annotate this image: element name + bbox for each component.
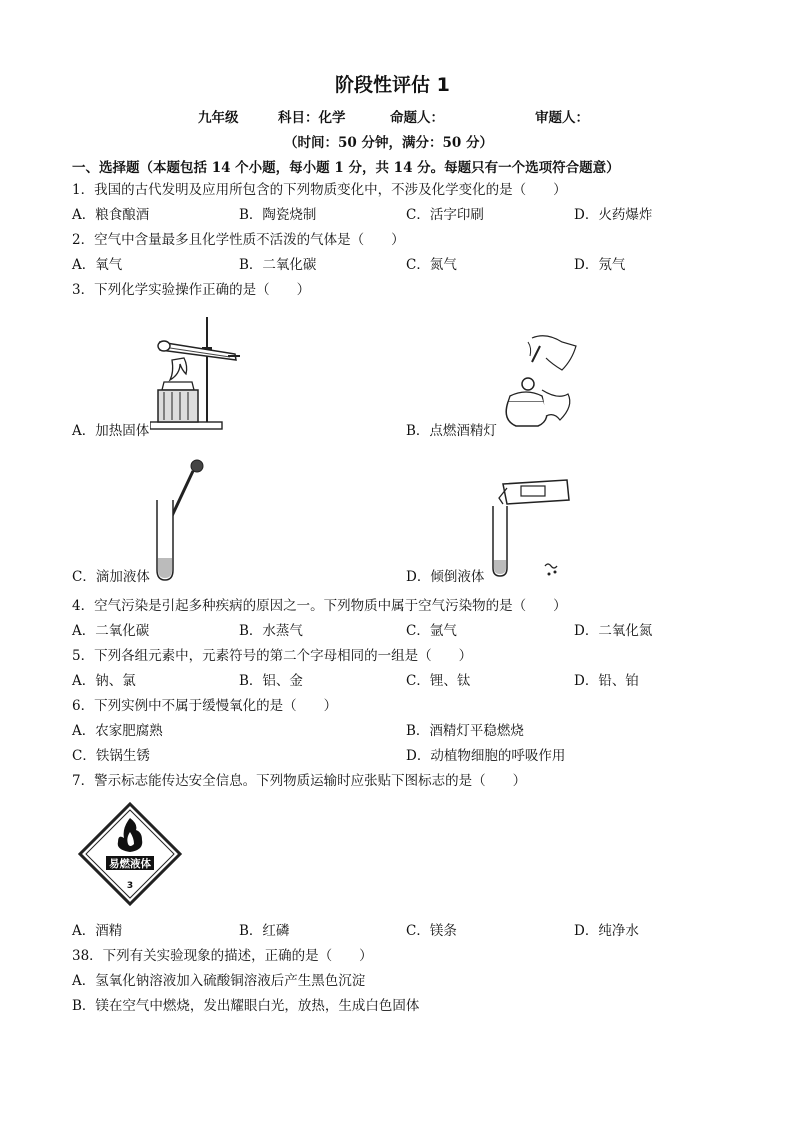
q7-option-a: A．酒精 bbox=[72, 923, 123, 939]
q7-option-c: C．镁条 bbox=[406, 923, 457, 939]
q5-option-a: A．钠、氯 bbox=[72, 673, 136, 689]
pouring-liquid-figure bbox=[487, 478, 582, 583]
q1-option-b: B．陶瓷烧制 bbox=[239, 207, 317, 223]
sign-text: 易燃液体 bbox=[109, 858, 151, 870]
q2-option-b: B．二氧化碳 bbox=[239, 257, 317, 273]
q3-option-c: C．滴加液体 bbox=[72, 569, 150, 585]
q8-option-b: B．镁在空气中燃烧，发出耀眼白光，放热，生成白色固体 bbox=[72, 998, 420, 1014]
q6-option-c: C．铁锅生锈 bbox=[72, 748, 150, 764]
q2-option-d: D．氖气 bbox=[574, 257, 626, 273]
q1-option-a: A．粮食酿酒 bbox=[72, 207, 150, 223]
q7-option-b: B．红磷 bbox=[239, 923, 290, 939]
flammable-liquid-sign bbox=[78, 802, 182, 906]
q2-option-c: C．氮气 bbox=[406, 257, 457, 273]
q3-option-b: B．点燃酒精灯 bbox=[406, 423, 497, 439]
subject-label: 科目：化学 bbox=[278, 110, 346, 126]
section-heading: 一、选择题（本题包括 14 个小题，每小题 1 分，共 14 分。每题只有一个选项符合题意） bbox=[72, 160, 620, 176]
q4-option-a: A．二氧化碳 bbox=[72, 623, 150, 639]
time-info: （时间：50 分钟，满分：50 分） bbox=[284, 135, 493, 151]
q1-option-c: C．活字印刷 bbox=[406, 207, 484, 223]
q1-stem: 1．我国的古代发明及应用所包含的下列物质变化中，不涉及化学变化的是（ ） bbox=[72, 182, 567, 198]
q4-option-b: B．水蒸气 bbox=[239, 623, 303, 639]
q2-option-a: A．氧气 bbox=[72, 257, 123, 273]
heating-solid-figure bbox=[150, 312, 250, 432]
grade-label: 九年级 bbox=[198, 110, 239, 126]
q2-stem: 2．空气中含量最多且化学性质不活泼的气体是（ ） bbox=[72, 232, 405, 248]
q6-stem: 6．下列实例中不属于缓慢氧化的是（ ） bbox=[72, 698, 338, 714]
q6-option-a: A．农家肥腐熟 bbox=[72, 723, 163, 739]
q7-stem: 7．警示标志能传达安全信息。下列物质运输时应张贴下图标志的是（ ） bbox=[72, 773, 527, 789]
lighting-alcohol-lamp-figure bbox=[502, 330, 582, 430]
q4-option-d: D．二氧化氮 bbox=[574, 623, 653, 639]
sign-class-number: 3 bbox=[126, 881, 134, 891]
q7-option-d: D．纯净水 bbox=[574, 923, 639, 939]
q3-stem: 3．下列化学实验操作正确的是（ ） bbox=[72, 282, 311, 298]
q5-option-c: C．锂、钛 bbox=[406, 673, 471, 689]
setter-label: 命题人： bbox=[390, 110, 444, 126]
q5-stem: 5．下列各组元素中，元素符号的第二个字母相同的一组是（ ） bbox=[72, 648, 473, 664]
q8-stem: 38．下列有关实验现象的描述，正确的是（ ） bbox=[72, 948, 373, 964]
page-title: 阶段性评估 1 bbox=[335, 74, 450, 96]
q4-stem: 4．空气污染是引起多种疾病的原因之一。下列物质中属于空气污染物的是（ ） bbox=[72, 598, 567, 614]
q3-option-a: A．加热固体 bbox=[72, 423, 150, 439]
q6-option-b: B．酒精灯平稳燃烧 bbox=[406, 723, 524, 739]
q5-option-d: D．铅、铂 bbox=[574, 673, 639, 689]
q3-option-d: D．倾倒液体 bbox=[406, 569, 485, 585]
q1-option-d: D．火药爆炸 bbox=[574, 207, 653, 223]
q4-option-c: C．氩气 bbox=[406, 623, 457, 639]
reviewer-label: 审题人： bbox=[535, 110, 589, 126]
q8-option-a: A．氢氧化钠溶液加入硫酸铜溶液后产生黑色沉淀 bbox=[72, 973, 366, 989]
q5-option-b: B．铝、金 bbox=[239, 673, 303, 689]
dropping-liquid-figure bbox=[145, 458, 215, 583]
q6-option-d: D．动植物细胞的呼吸作用 bbox=[406, 748, 566, 764]
